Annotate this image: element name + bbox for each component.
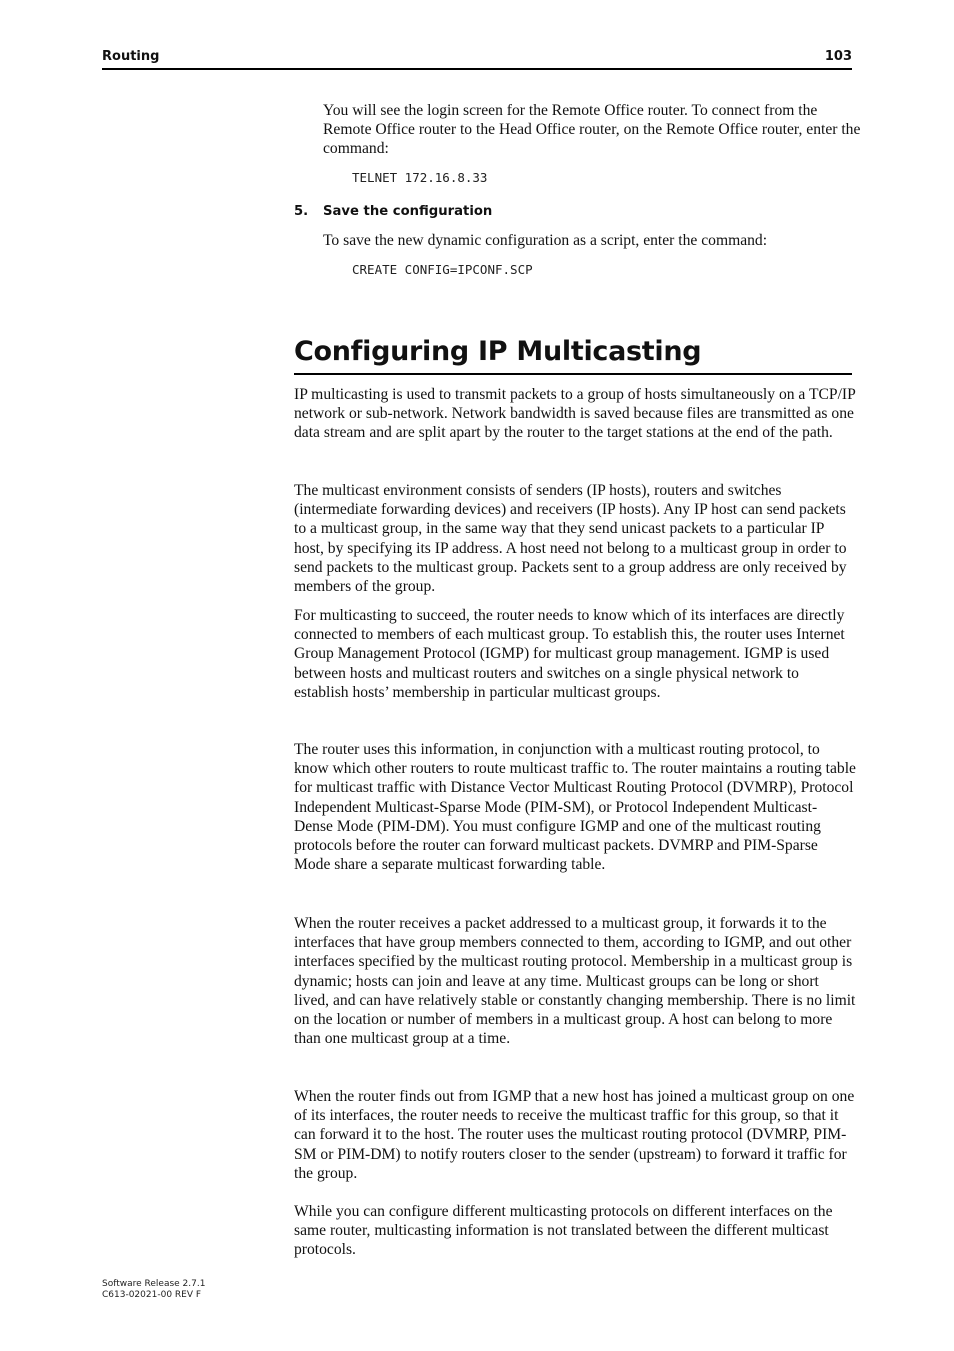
page-number: 103 xyxy=(824,49,852,64)
body-paragraph: When the router receives a packet addressed to a multicast group, it forwards it to the interfaces that have group members connected to them, according to IGMP, and out other interfaces specified by the multicast routing protocol. Membership in a multicast group is dynamic; hosts can join and leave at any time. Multicast groups can be long or short lived, and can have relatively stable or constantly changing membership. There is no limit on the location or number of members in a multicast group. A host can belong to more than one multicast group at a time. xyxy=(294,915,856,1048)
body-paragraph: For multicasting to succeed, the router needs to know which of its interfaces are directly connected to members of each multicast group. To establish this, the router uses Internet Group Management Protocol (IGMP) for multicast group management. IGMP is used between hosts and multicast routers and switches on a single physical network to establish hosts’ membership in particular multicast groups. xyxy=(294,607,845,701)
step-title: Save the configuration xyxy=(323,204,493,219)
body-paragraph: When the router finds out from IGMP that a new host has joined a multicast group on one of its interfaces, the router needs to receive the multicast traffic for this group, so that it can forward it to the host. The router uses the multicast routing protocol (DVMRP, PIM-SM or PIM-DM) to notify routers closer to the sender (upstream) to forward it traffic for the group. xyxy=(294,1088,855,1182)
create-config-command: CREATE CONFIG=IPCONF.SCP xyxy=(352,262,533,277)
section-heading: Configuring IP Multicasting xyxy=(294,333,852,375)
page-footer xyxy=(102,1279,205,1301)
step-number: 5. xyxy=(294,204,309,219)
header-section-title: Routing xyxy=(102,49,160,64)
body-paragraph: The multicast environment consists of senders (IP hosts), routers and switches (intermediate forwarding devices) and receivers (IP hosts). Any IP host can send packets to a multicast group, in the same way that they send unicast packets to a particular IP host, by specifying its IP address. A host need not belong to a multicast group in order to send packets to the multicast group. Packets sent to a group address are only received by members of the group. xyxy=(294,482,847,596)
software-release: Software Release 2.7.1 xyxy=(102,1279,206,1289)
document-id: C613-02021-00 REV F xyxy=(102,1290,202,1300)
intro-paragraph: You will see the login screen for the Remote Office router. To connect from the Remote Office router to the Head Office router, on the Remote Office router, enter the command: xyxy=(323,102,861,158)
body-paragraph: The router uses this information, in conjunction with a multicast routing protocol, to know which other routers to route multicast traffic to. The router maintains a routing table for multicast traffic with Distance Vector Multicast Routing Protocol (DVMRP), Protocol Independent Multicast-Sparse Mode (PIM-SM), or Protocol Independent Multicast-Dense Mode (PIM-DM). You must configure IGMP and one of the multicast routing protocols before the router can forward multicast packets. DVMRP and PIM-Sparse Mode share a separate multicast forwarding table. xyxy=(294,741,856,874)
page-header xyxy=(102,48,852,70)
body-paragraph: While you can configure different multicasting protocols on different interfaces on the same router, multicasting information is not translated between the different multicast protocols. xyxy=(294,1203,833,1259)
body-paragraph: IP multicasting is used to transmit packets to a group of hosts simultaneously on a TCP/IP network or sub-network. Network bandwidth is saved because files are transmitted as one data stream and are split apart by the router to the target stations at the end of the path. xyxy=(294,386,856,442)
step-paragraph: To save the new dynamic configuration as a script, enter the command: xyxy=(323,232,768,249)
telnet-command: TELNET 172.16.8.33 xyxy=(352,170,488,185)
